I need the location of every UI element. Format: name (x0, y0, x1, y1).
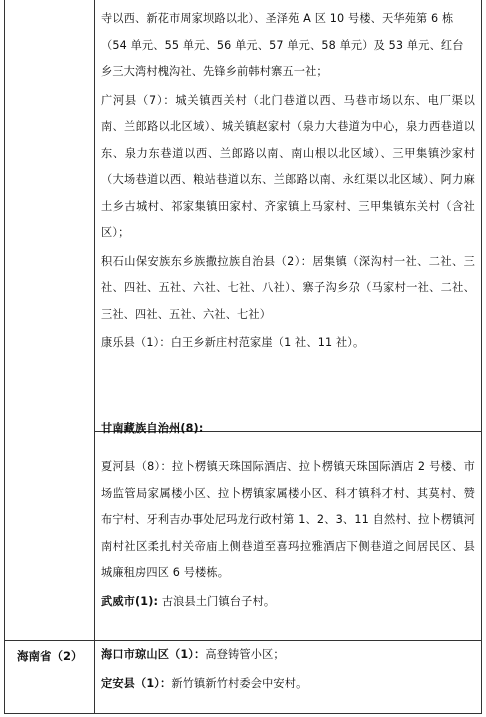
chengguan-line-2: （54 单元、55 单元、56 单元、57 单元、58 单元）及 53 单元、红台 (101, 38, 464, 52)
wuwei-heading: 武威市(1): (101, 594, 159, 608)
dingan-text: 新竹镇新竹村委会中安村。 (171, 676, 308, 690)
guanghe-county-text: 广河县（7）：城关镇西关村（北门巷道以西、马巷市场以东、电厂渠以南、兰郎路以北区域）、城关镇赵家村（泉力大巷道为中心，泉力西巷道以东、泉力东巷道以西、兰郎路以南、南山根以北区域）、三甲集镇沙家村（大场巷道以西、粮站巷道以东、兰郎路以南、永红渠以北区域）、阿力麻土乡古城村、祁家集镇田家村、齐家镇上马家村、三甲集镇东关村（含社区）； (101, 93, 475, 239)
haikou-text: 高登铸管小区； (205, 648, 285, 661)
kangle-county-text: 康乐县（1）：白王乡新庄村范家崖（1 社、11 社）。 (101, 336, 365, 349)
wuwei-text: 古浪县土门镇台子村。 (158, 594, 276, 608)
chengguan-line-3: 乡三大湾村槐沟社、先锋乡前韩村寨五一社； (101, 65, 328, 78)
gannan-cell (101, 454, 475, 615)
haikou-line (101, 642, 475, 669)
gannan-heading: 甘南藏族自治州(8): (101, 422, 204, 435)
jishishan-county-text: 积石山保安族东乡族撒拉族自治县（2）：居集镇（深沟村一社、二社、三社、四社、五社、六社、七社、八社）、寨子沟乡尕（马家村一社、二社、三社、四社、五社、六社、七社） (101, 254, 475, 321)
dingan-heading: 定安县（1）： (101, 676, 172, 690)
chengguan-line-1: 寺以西、新花市周家坝路以北）、圣泽苑 A 区 10 号楼、天华苑第 6 栋 (101, 12, 454, 25)
haikou-heading: 海口市琼山区（1）： (101, 648, 206, 661)
xiahe-county-text: 夏河县（8）：拉卜楞镇天珠国际酒店、拉卜楞镇天珠国际酒店 2 号楼、市场监管局家属楼小区、拉卜楞镇家属楼小区、科才镇科才村、其莫村、赞布宁村、牙利吉办事处尼玛龙行政村第 1、2、3、11 自然村、拉卜楞镇河南村社区柔扎村关帝庙上侧巷道至喜玛拉雅酒店下侧巷道之间居民区、县城廉租房四区 6 号楼栋。 (101, 460, 475, 579)
wuwei-line (101, 589, 475, 616)
column-divider (94, 0, 95, 713)
dingan-line (101, 671, 475, 698)
hainan-province-label: 海南省（2） (17, 649, 83, 663)
linxia-cell (101, 6, 475, 357)
hainan-cell (101, 642, 475, 697)
row-divider-hainan (5, 640, 481, 641)
risk-area-table (4, 0, 482, 714)
